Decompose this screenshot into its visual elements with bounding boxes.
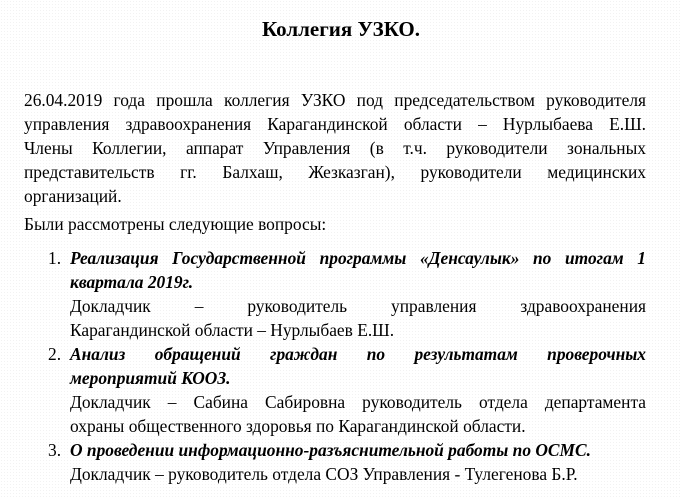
item-speaker (70, 294, 646, 342)
item-number: 2. (48, 344, 62, 364)
item-number: 1. (48, 248, 62, 268)
item-number: 3. (48, 440, 62, 460)
item-topic (70, 246, 646, 294)
speaker-line: Карагандинской области – Нурлыбаев Е.Ш. (70, 320, 395, 340)
list-item (24, 438, 646, 486)
intro-line: представительств гг. Балхаш, Жезказган), руководители медицинских (24, 162, 646, 182)
item-speaker (70, 462, 646, 486)
speaker-line: Докладчик – руководитель отдела СОЗ Управления - Тулегенова Б.Р. (70, 464, 578, 484)
intro-line: 26.04.2019 года прошла коллегия УЗКО под председательством руководителя (24, 90, 646, 110)
questions-list (24, 246, 646, 486)
list-item (24, 246, 646, 342)
list-item (24, 342, 646, 438)
topic-line: Анализ обращений граждан по результатам проверочных (70, 344, 646, 364)
intro-line: управления здравоохранения Карагандинской области – Нурлыбаева Е.Ш. (24, 114, 646, 134)
topic-line: квартала 2019г. (70, 272, 194, 292)
item-speaker (70, 390, 646, 438)
topic-line: Реализация Государственной программы «Денсаулык» по итогам 1 (70, 248, 646, 268)
speaker-line: Докладчик – Сабина Сабировна руководитель отдела департамента (70, 392, 646, 412)
speaker-line: охраны общественного здоровья по Карагандинской области. (70, 416, 526, 436)
intro-line: организаций. (24, 186, 122, 206)
item-topic (70, 438, 646, 462)
topic-line: О проведении информационно-разъяснительной работы по ОСМС. (70, 440, 591, 460)
intro-paragraph (24, 88, 646, 208)
item-topic (70, 342, 646, 390)
intro-line: Члены Коллегии, аппарат Управления (в т.ч. руководители зональных (24, 138, 646, 158)
topic-line: мероприятий КООЗ. (70, 368, 231, 388)
page-title: Коллегия УЗКО. (261, 17, 421, 41)
questions-heading: Были рассмотрены следующие вопросы: (24, 214, 327, 234)
speaker-line: Докладчик – руководитель управления здравоохранения (70, 296, 646, 316)
